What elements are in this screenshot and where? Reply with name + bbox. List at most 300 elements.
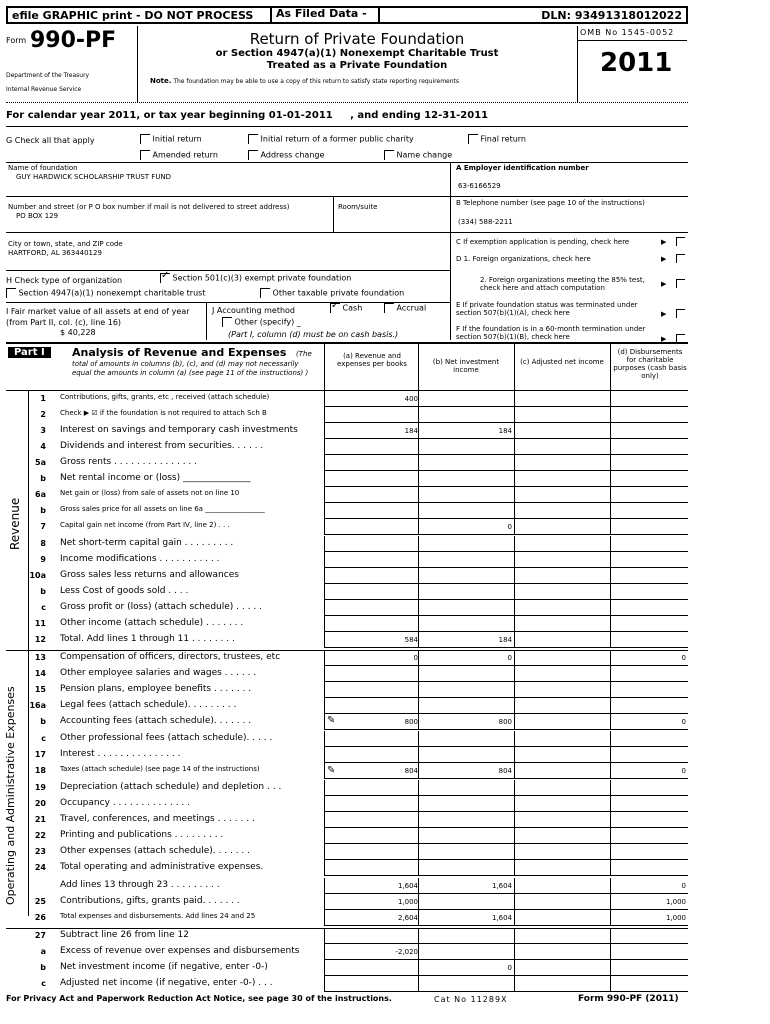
checkbox[interactable]: [140, 150, 150, 160]
table-row: [0, 796, 770, 812]
cell: [514, 960, 610, 976]
line-number: b: [40, 717, 46, 726]
table-row: [0, 568, 770, 584]
cell: [514, 519, 610, 535]
cell: [418, 666, 514, 682]
cell: [610, 844, 688, 860]
table-row: [0, 487, 770, 503]
dept-irs: Internal Revenue Service: [6, 86, 82, 93]
line-number: b: [40, 587, 46, 596]
table-row: [0, 455, 770, 471]
footer-notice: For Privacy Act and Paperwork Reduction Act Notice, see page 30 of the instructions.: [6, 994, 392, 1003]
line-label: Net gain or (loss) from sale of assets not on line 10: [60, 489, 240, 497]
cell: [610, 487, 688, 503]
cell: [514, 812, 610, 828]
line-number: 18: [34, 766, 46, 775]
line-label: Interest on savings and temporary cash investments: [60, 425, 298, 435]
cell: [324, 812, 418, 828]
line-label: Other employee salaries and wages . . . . . .: [60, 668, 257, 678]
line-number: c: [41, 734, 46, 743]
col-b-value: 0: [507, 523, 512, 531]
amended-return-check[interactable]: Amended return: [140, 150, 218, 160]
line-label: Excess of revenue over expenses and disbursements: [60, 946, 300, 956]
checkbox[interactable]: [140, 134, 150, 144]
h-label: H Check type of organization: [6, 276, 123, 285]
line-number: 16a: [29, 701, 46, 710]
table-row: [0, 731, 770, 747]
cell: [610, 976, 688, 992]
cell: [610, 731, 688, 747]
cell: [324, 976, 418, 992]
table-row: [0, 747, 770, 763]
line-number: 2: [40, 410, 46, 419]
checkbox[interactable]: [384, 150, 394, 160]
cell: [514, 391, 610, 407]
cell: [610, 616, 688, 632]
cell: [324, 844, 418, 860]
cell: [610, 568, 688, 584]
col-d-value: 0: [681, 767, 686, 775]
line-number: 15: [34, 685, 46, 694]
part1-tag: Part I: [8, 347, 51, 358]
line-number: b: [40, 474, 46, 483]
cell: [324, 471, 418, 487]
cell: [514, 928, 610, 944]
cell: [324, 503, 418, 519]
city-label: City or town, state, and ZIP code: [8, 240, 123, 248]
cell: [514, 584, 610, 600]
cell: [418, 828, 514, 844]
line-label: Gross sales less returns and allowances: [60, 570, 239, 580]
table-row: [0, 471, 770, 487]
checkbox[interactable]: [248, 134, 258, 144]
f-label: F If the foundation is in a 60-month termination under section 507(b)(1)(B), check here: [456, 325, 646, 341]
line-number: 10a: [29, 571, 46, 580]
initial-return-check[interactable]: Initial return: [140, 134, 202, 144]
cell: [324, 828, 418, 844]
cell: [418, 944, 514, 960]
table-row: [0, 391, 770, 407]
cell: [324, 666, 418, 682]
col-b-value: 1,604: [491, 882, 512, 890]
line-number: 9: [40, 555, 46, 564]
line-number: 22: [34, 831, 46, 840]
line-label: Total expenses and disbursements. Add lines 24 and 25: [60, 912, 256, 920]
checkbox[interactable]: [468, 134, 478, 144]
banner-left: efile GRAPHIC print - DO NOT PROCESS: [12, 9, 254, 22]
line-label: Gross profit or (loss) (attach schedule) . . . . .: [60, 602, 262, 612]
cell: [324, 616, 418, 632]
d1-checkbox[interactable]: [676, 254, 685, 263]
line-number: 25: [34, 897, 46, 906]
part1-desc: total of amounts in columns (b), (c), and (d) may not necessarily equal the amounts in column (a) (see page 11 of the instructions) ): [72, 360, 309, 377]
cell: [418, 796, 514, 812]
street-value: PO BOX 129: [16, 212, 59, 220]
line-label: Net rental income or (loss) _______________: [60, 473, 251, 483]
i-value: $ 40,228: [60, 328, 96, 337]
table-row: [0, 910, 770, 926]
d1-label: D 1. Foreign organizations, check here: [456, 255, 591, 263]
name-change-check[interactable]: Name change: [384, 150, 452, 160]
line-number: 11: [34, 619, 46, 628]
line-number: 20: [34, 799, 46, 808]
line-number: 27: [34, 931, 46, 940]
line-label: Travel, conferences, and meetings . . . . . . .: [60, 814, 255, 824]
cell: [324, 600, 418, 616]
banner-dln: DLN: 93491318012022: [541, 9, 682, 22]
cell: [610, 600, 688, 616]
cell: [418, 391, 514, 407]
cell: [610, 780, 688, 796]
final-return-check[interactable]: Final return: [468, 134, 526, 144]
attachment-icon[interactable]: ✎: [327, 765, 336, 776]
line-number: a: [40, 947, 46, 956]
address-change-check[interactable]: Address change: [248, 150, 324, 160]
col-d-value: 1,000: [665, 914, 686, 922]
cell: [418, 747, 514, 763]
cell: [418, 616, 514, 632]
checkbox[interactable]: [222, 317, 232, 327]
table-row: [0, 960, 770, 976]
cell: [610, 796, 688, 812]
table-row: [0, 519, 770, 535]
cell: [610, 650, 688, 666]
line-label: Subtract line 26 from line 12: [60, 930, 189, 940]
cell: [324, 584, 418, 600]
arrow-icon: ▶: [661, 238, 667, 246]
line-number: 3: [40, 426, 46, 435]
phone-value: (334) 588-2211: [458, 218, 513, 226]
line-number: 21: [34, 815, 46, 824]
e-checkbox[interactable]: [676, 309, 685, 318]
cell: [514, 747, 610, 763]
cell: [610, 960, 688, 976]
cell: [418, 503, 514, 519]
col-b-value: 0: [507, 964, 512, 972]
col-d-header: (d) Disbursements for charitable purposes (cash basis only): [613, 348, 687, 380]
line-number: b: [40, 506, 46, 515]
cell: [324, 650, 418, 666]
cell: [324, 960, 418, 976]
cell: [324, 552, 418, 568]
cell: [418, 682, 514, 698]
table-row: [0, 503, 770, 519]
arrow-icon: ▶: [661, 280, 667, 288]
dept-treasury: Department of the Treasury: [6, 72, 90, 79]
cell: [418, 600, 514, 616]
d2-label: 2. Foreign organizations meeting the 85% test, check here and attach computation: [480, 276, 645, 292]
table-row: [0, 860, 770, 876]
line-number: 5a: [35, 458, 46, 467]
efile-banner: [6, 6, 688, 24]
cell: [610, 944, 688, 960]
cell: [418, 928, 514, 944]
col-a-value: 1,000: [397, 898, 418, 906]
line-number: 1: [40, 394, 46, 403]
cell: [610, 471, 688, 487]
line-label: Capital gain net income (from Part IV, line 2) . . .: [60, 521, 230, 529]
cell: [514, 763, 610, 779]
line-label: Occupancy . . . . . . . . . . . . . .: [60, 798, 190, 808]
table-row: [0, 698, 770, 714]
col-b-value: 0: [507, 654, 512, 662]
cell: [514, 844, 610, 860]
line-label: Printing and publications . . . . . . . . .: [60, 830, 224, 840]
line-number: 4: [40, 442, 46, 451]
line-number: 8: [40, 539, 46, 548]
table-row: [0, 600, 770, 616]
line-label: Contributions, gifts, grants paid. . . . . . .: [60, 896, 240, 906]
checkbox[interactable]: [384, 303, 394, 313]
table-row: [0, 616, 770, 632]
line-label: Other income (attach schedule) . . . . . . .: [60, 618, 244, 628]
cell: [514, 731, 610, 747]
cell: [324, 860, 418, 876]
cell: [610, 878, 688, 894]
table-row: [0, 828, 770, 844]
part1-title-note: (The: [296, 350, 312, 358]
form-note: Note. The foundation may be able to use a copy of this return to satisfy state reporting requirements: [150, 77, 460, 85]
cell: [418, 439, 514, 455]
calendar-year-line: For calendar year 2011, or tax year beginning 01-01-2011 , and ending 12-31-2011: [6, 110, 489, 121]
line-label: Income modifications . . . . . . . . . . .: [60, 554, 220, 564]
cell: [324, 747, 418, 763]
cell: [514, 439, 610, 455]
cell: [610, 391, 688, 407]
line-number: 17: [34, 750, 46, 759]
line-label: Other expenses (attach schedule). . . . . . .: [60, 846, 250, 856]
checkbox-checked[interactable]: ✓: [161, 270, 170, 281]
line-number: 13: [34, 653, 46, 662]
line-label: Total. Add lines 1 through 11 . . . . . . . .: [60, 634, 235, 644]
cell: [514, 828, 610, 844]
cell: [610, 503, 688, 519]
line-number: 26: [34, 913, 46, 922]
table-row: [0, 632, 770, 648]
table-row: [0, 844, 770, 860]
cell: [514, 568, 610, 584]
col-a-header: (a) Revenue and expenses per books: [337, 352, 407, 368]
omb-number: OMB No 1545-0052: [580, 28, 675, 37]
cell: [610, 584, 688, 600]
col-d-value: 0: [681, 718, 686, 726]
cell: [418, 487, 514, 503]
checkbox-checked[interactable]: ✓: [331, 300, 340, 311]
col-b-value: 184: [498, 636, 512, 644]
cell: [610, 828, 688, 844]
cell: [514, 714, 610, 730]
cell: [324, 731, 418, 747]
checkbox[interactable]: [248, 150, 258, 160]
cell: [418, 860, 514, 876]
cell: [324, 780, 418, 796]
line-label: Less Cost of goods sold . . . .: [60, 586, 189, 596]
table-row: [0, 666, 770, 682]
cell: [418, 960, 514, 976]
line-label: Dividends and interest from securities. . . . . .: [60, 441, 264, 451]
cell: [324, 568, 418, 584]
d2-checkbox[interactable]: [676, 279, 685, 288]
h-opt3[interactable]: Other taxable private foundation: [260, 288, 404, 298]
table-row: [0, 423, 770, 439]
cell: [610, 519, 688, 535]
table-row: [0, 976, 770, 992]
line-label: Check ▶ ☑ if the foundation is not required to attach Sch B: [60, 409, 267, 417]
cell: [514, 878, 610, 894]
col-b-value: 1,604: [491, 914, 512, 922]
cell: [324, 928, 418, 944]
tax-year: 2011: [600, 48, 673, 78]
line-number: 19: [34, 783, 46, 792]
col-a-value: 2,604: [397, 914, 418, 922]
col-a-value: 0: [413, 654, 418, 662]
h-opt1[interactable]: ✓ Section 501(c)(3) exempt private foundation: [161, 270, 352, 283]
line-number: 24: [34, 863, 46, 872]
initial-former-check[interactable]: Initial return of a former public charity: [248, 134, 414, 144]
table-row: [0, 650, 770, 666]
cell: [514, 860, 610, 876]
footer-form: Form 990-PF (2011): [578, 994, 679, 1004]
cell: [514, 976, 610, 992]
cell: [514, 698, 610, 714]
line-label: Pension plans, employee benefits . . . . . . .: [60, 684, 252, 694]
col-a-value: 804: [404, 767, 418, 775]
cell: [514, 780, 610, 796]
cell: [514, 552, 610, 568]
foundation-name: GUY HARDWICK SCHOLARSHIP TRUST FUND: [16, 173, 172, 181]
cell: [418, 780, 514, 796]
col-b-value: 800: [498, 718, 512, 726]
cell: [610, 423, 688, 439]
cell: [514, 503, 610, 519]
j-accrual[interactable]: Accrual: [384, 303, 426, 313]
j-other[interactable]: Other (specify) _: [222, 317, 301, 327]
table-row: [0, 944, 770, 960]
form-number: 990-PF: [30, 28, 117, 53]
col-a-value: 400: [404, 395, 418, 403]
cell: [610, 632, 688, 648]
street-label: Number and street (or P O box number if mail is not delivered to street address): [8, 203, 290, 211]
cell: [610, 928, 688, 944]
cell: [514, 487, 610, 503]
col-a-value: -2,020: [395, 948, 418, 956]
h-opt2[interactable]: Section 4947(a)(1) nonexempt charitable trust: [6, 288, 205, 298]
line-number: c: [41, 979, 46, 988]
cell: [514, 632, 610, 648]
line-label: Contributions, gifts, grants, etc , received (attach schedule): [60, 393, 270, 401]
cell: [514, 910, 610, 926]
cell: [514, 650, 610, 666]
arrow-icon: ▶: [661, 335, 667, 343]
line-label: Depreciation (attach schedule) and depletion . . .: [60, 782, 282, 792]
cell: [324, 682, 418, 698]
line-label: Adjusted net income (if negative, enter -0-) . . .: [60, 978, 273, 988]
cell: [514, 616, 610, 632]
i-label: I Fair market value of all assets at end of year (from Part II, col. (c), line 16): [6, 307, 190, 327]
foundation-name-label: Name of foundation: [8, 164, 78, 172]
cell: [418, 568, 514, 584]
col-a-value: 584: [404, 636, 418, 644]
cell: [514, 944, 610, 960]
table-row: [0, 439, 770, 455]
part1-title: Analysis of Revenue and Expenses: [72, 346, 287, 359]
j-note: (Part I, column (d) must be on cash basis.): [228, 330, 399, 339]
side-expenses: Operating and Administrative Expenses: [4, 686, 17, 905]
line-number: 23: [34, 847, 46, 856]
cell: [418, 407, 514, 423]
cell: [324, 698, 418, 714]
arrow-icon: ▶: [661, 310, 667, 318]
checkbox[interactable]: [6, 288, 16, 298]
line-number: b: [40, 963, 46, 972]
line-label: Interest . . . . . . . . . . . . . . .: [60, 749, 181, 759]
table-row: [0, 928, 770, 944]
line-label: Taxes (attach schedule) (see page 14 of the instructions): [60, 765, 260, 773]
cell: [514, 600, 610, 616]
cell: [514, 894, 610, 910]
cell: [418, 650, 514, 666]
col-d-value: 0: [681, 654, 686, 662]
col-c-header: (c) Adjusted net income: [520, 358, 604, 366]
cell: [514, 423, 610, 439]
footer-cat: Cat No 11289X: [434, 995, 508, 1004]
cell: [324, 455, 418, 471]
form-prefix: Form: [6, 36, 27, 45]
line-label: Add lines 13 through 23 . . . . . . . . .: [60, 880, 220, 890]
cell: [610, 666, 688, 682]
cell: [610, 698, 688, 714]
cell: [514, 666, 610, 682]
c-checkbox[interactable]: [676, 237, 685, 246]
cell: [514, 682, 610, 698]
table-row: [0, 552, 770, 568]
cell: [514, 796, 610, 812]
attachment-icon[interactable]: ✎: [327, 715, 336, 726]
col-b-value: 804: [498, 767, 512, 775]
cell: [418, 471, 514, 487]
table-row: [0, 894, 770, 910]
j-label: J Accounting method: [212, 306, 296, 315]
cell: [514, 536, 610, 552]
line-number: 14: [34, 669, 46, 678]
cell: [610, 552, 688, 568]
cell: [610, 455, 688, 471]
cell: [418, 812, 514, 828]
col-a-value: 184: [404, 427, 418, 435]
cell: [610, 714, 688, 730]
cell: [610, 407, 688, 423]
line-number: c: [41, 603, 46, 612]
banner-mid: As Filed Data -: [270, 6, 380, 24]
side-revenue: Revenue: [8, 497, 22, 550]
cell: [418, 698, 514, 714]
j-cash[interactable]: ✓ Cash: [331, 300, 363, 313]
col-a-value: 1,604: [397, 882, 418, 890]
line-number: 7: [40, 522, 46, 531]
cell: [418, 536, 514, 552]
g-check-label: G Check all that apply: [6, 136, 95, 145]
arrow-icon: ▶: [661, 255, 667, 263]
line-label: Gross sales price for all assets on line 6a _________________: [60, 505, 265, 513]
checkbox[interactable]: [260, 288, 270, 298]
cell: [324, 407, 418, 423]
cell: [514, 407, 610, 423]
cell: [324, 796, 418, 812]
table-row: [0, 682, 770, 698]
table-row: [0, 763, 770, 779]
cell: [418, 455, 514, 471]
cell: [418, 731, 514, 747]
